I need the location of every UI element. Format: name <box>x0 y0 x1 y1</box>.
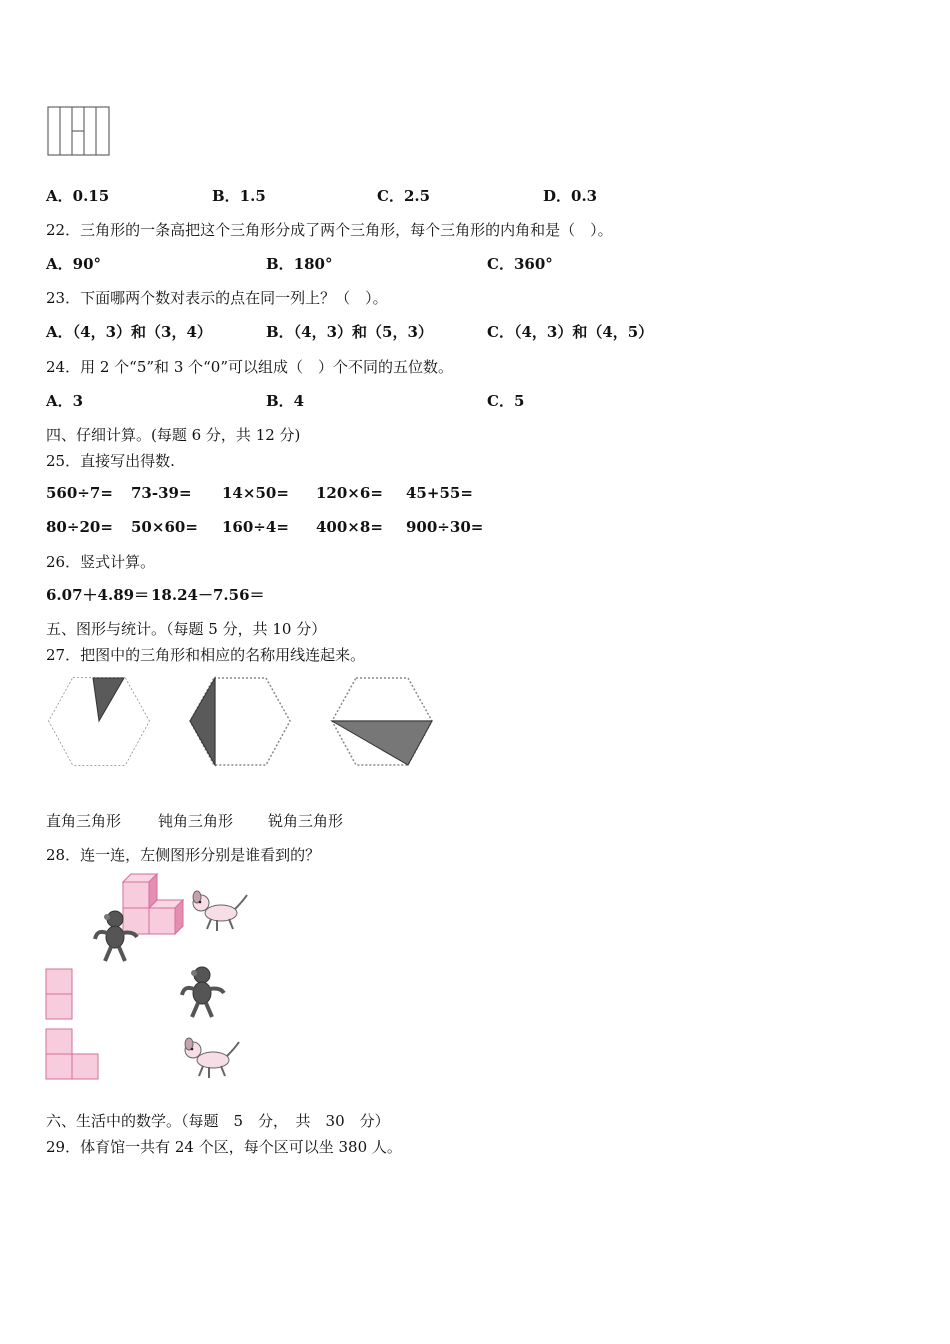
q27-name-acute-triangle[interactable]: 锐角三角形 <box>268 812 344 830</box>
view-option-1[interactable] <box>45 968 75 1022</box>
hexagon-figure-2[interactable] <box>188 676 292 768</box>
section-6-title: 六、生活中的数学。（每题 5 分， 共 30 分） <box>46 1112 390 1130</box>
q26-item: 18.24－7.56＝ <box>151 586 265 604</box>
q28-stem: 28．连一连，左侧图形分别是谁看到的？ <box>46 846 321 864</box>
hexagon-figure-3[interactable] <box>330 676 434 768</box>
q25-stem: 25．直接写出得数. <box>46 452 175 470</box>
q26-stem: 26．竖式计算。 <box>46 553 156 571</box>
hexagon-figure-1[interactable] <box>47 676 151 768</box>
q24-option-b[interactable]: B．4 <box>266 392 305 410</box>
q25-item: 50×60= <box>131 518 198 536</box>
q25-item: 900÷30= <box>406 518 484 536</box>
q21-option-c[interactable]: C．2.5 <box>377 187 431 205</box>
q24-option-c[interactable]: C．5 <box>487 392 525 410</box>
q27-name-obtuse-triangle[interactable]: 钝角三角形 <box>158 812 234 830</box>
q21-option-b[interactable]: B．1.5 <box>212 187 266 205</box>
q22-option-b[interactable]: B．180° <box>266 255 333 273</box>
q23-option-c[interactable]: C．（4，3）和（4，5） <box>487 323 654 341</box>
q25-item: 400×8= <box>316 518 383 536</box>
section-5-title: 五、图形与统计。（每题 5 分，共 10 分） <box>46 620 327 638</box>
q25-item: 560÷7= <box>46 484 113 502</box>
q25-item: 45+55= <box>406 484 473 502</box>
q24-option-a[interactable]: A．3 <box>46 392 84 410</box>
strip-diagram <box>47 106 111 158</box>
q29-stem: 29．体育馆一共有 24 个区，每个区可以坐 380 人。 <box>46 1138 402 1156</box>
q25-item: 120×6= <box>316 484 383 502</box>
monkey-icon[interactable] <box>180 965 226 1021</box>
q23-option-b[interactable]: B．（4，3）和（5，3） <box>266 323 433 341</box>
q22-stem: 22．三角形的一条高把这个三角形分成了两个三角形，每个三角形的内角和是（ ）。 <box>46 221 613 239</box>
q25-item: 80÷20= <box>46 518 113 536</box>
dog-icon[interactable] <box>181 1036 241 1080</box>
section-4-title: 四、仔细计算。(每题 6 分，共 12 分) <box>46 426 301 444</box>
q25-item: 14×50= <box>222 484 289 502</box>
q23-stem: 23．下面哪两个数对表示的点在同一列上？（ ）。 <box>46 289 388 307</box>
q22-option-c[interactable]: C．360° <box>487 255 553 273</box>
q24-stem: 24．用 2 个“5”和 3 个“0”可以组成（ ）个不同的五位数。 <box>46 358 454 376</box>
q21-option-d[interactable]: D．0.3 <box>543 187 598 205</box>
q21-option-a[interactable]: A．0.15 <box>46 187 110 205</box>
q27-name-right-triangle[interactable]: 直角三角形 <box>46 812 122 830</box>
view-option-2[interactable] <box>45 1028 101 1082</box>
q25-item: 73-39= <box>131 484 192 502</box>
q27-stem: 27．把图中的三角形和相应的名称用线连起来。 <box>46 646 366 664</box>
q25-item: 160÷4= <box>222 518 289 536</box>
q22-option-a[interactable]: A．90° <box>46 255 102 273</box>
q23-option-a[interactable]: A．（4，3）和（3，4） <box>46 323 212 341</box>
q26-item: 6.07＋4.89＝ <box>46 586 150 604</box>
monkey-icon <box>93 909 139 965</box>
dog-icon <box>189 889 249 933</box>
